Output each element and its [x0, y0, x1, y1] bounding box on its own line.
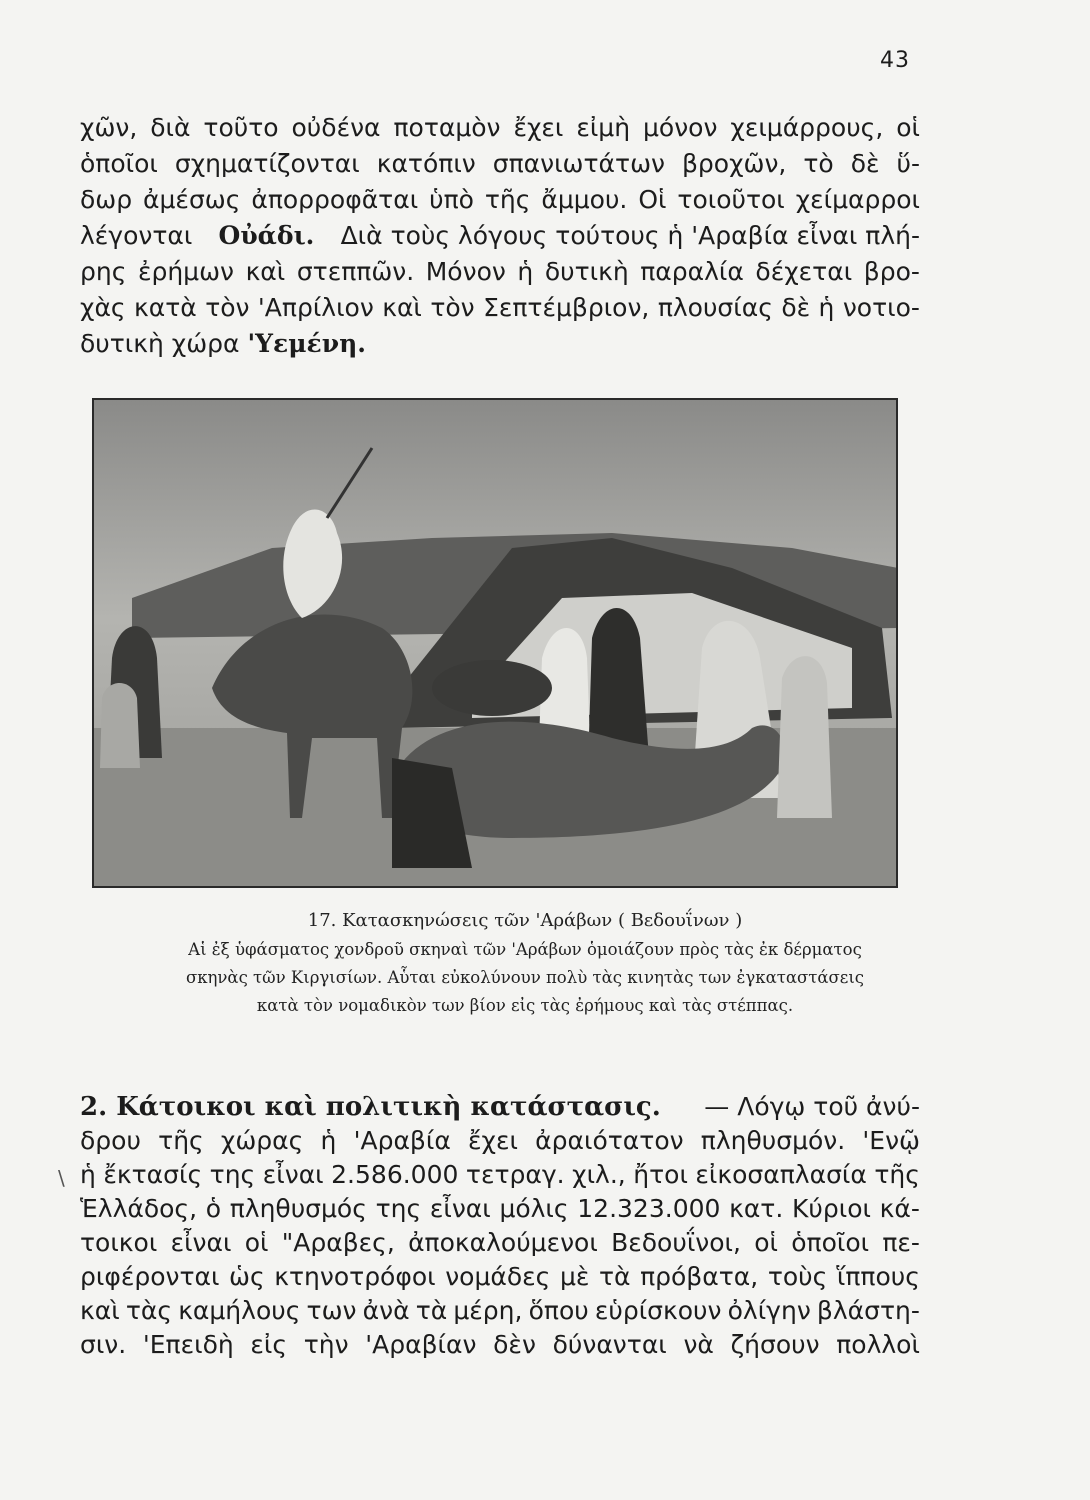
word: πε- [882, 1228, 920, 1257]
word: ἔχει [468, 1126, 518, 1155]
text-line [80, 1294, 920, 1328]
word: οἱ [754, 1228, 778, 1257]
word: χὰς [80, 293, 126, 322]
word: κατ. [729, 1194, 784, 1223]
word: διὰ [150, 113, 191, 142]
text-line [80, 182, 920, 218]
word: τετραγ. [465, 1160, 565, 1189]
word: χώρας [220, 1126, 304, 1155]
paragraph-aridity [80, 110, 920, 362]
text-line [80, 1090, 920, 1124]
word: παραλία [640, 257, 744, 286]
text-line [80, 1226, 920, 1260]
text-line [80, 146, 920, 182]
word: ἡ [517, 257, 534, 286]
word: ἔχει [513, 113, 564, 142]
caption-line: κατὰ τὸν νομαδικὸν των βίον εἰς τὰς ἐρήμους καὶ τὰς στέππας. [256, 996, 794, 1015]
word: 2.586.000 [331, 1160, 459, 1189]
word: εὑρίσκουν [594, 1296, 722, 1325]
word: κατόπιν [376, 149, 476, 178]
word: 'Αραβία [353, 1126, 451, 1155]
caption-line: σκηνὰς τῶν Κιργισίων. Αὗται εὐκολύνουν πολὺ τὰς κινητὰς των ἐγκαταστάσεις [185, 968, 865, 987]
word: Οἱ [638, 185, 667, 214]
word: χῶν, [80, 113, 138, 142]
word: χειμάρρους, [730, 113, 884, 142]
word: ἡ [320, 1126, 337, 1155]
word: 'Αραβίαν [365, 1330, 477, 1359]
word: στεππῶν. [296, 257, 415, 286]
word: τῆς [484, 185, 531, 214]
word: τὰ [598, 1262, 631, 1291]
word: ἔκτασίς [103, 1160, 203, 1189]
word: δύνανται [552, 1330, 667, 1359]
word: ὡς [229, 1262, 265, 1291]
word: ὀλίγην [727, 1296, 811, 1325]
word: τὴν [303, 1330, 349, 1359]
word: ζήσουν [730, 1330, 820, 1359]
text-line [80, 218, 920, 254]
word: δὲ [781, 293, 811, 322]
caption-line: Αἱ ἐξ ὑφάσματος χονδροῦ σκηναὶ τῶν 'Αράβων ὁμοιάζουν πρὸς τὰς ἐκ δέρματος [188, 940, 862, 959]
word: καμήλους [178, 1296, 301, 1325]
word: των [306, 1296, 357, 1325]
word: Ἑλλάδος, [80, 1194, 198, 1223]
text-line [80, 326, 920, 362]
word: τὸν [430, 293, 475, 322]
word: 12.323.000 [577, 1194, 721, 1223]
text-line [80, 254, 920, 290]
word: δὲν [493, 1330, 536, 1359]
word: μόνον [643, 113, 718, 142]
word: νὰ [683, 1330, 714, 1359]
word: ἄμμου. [541, 185, 628, 214]
word: Μόνον [425, 257, 506, 286]
text-line [80, 1192, 920, 1226]
word: "Αραβες, [281, 1228, 395, 1257]
word: ἤτοι [633, 1160, 688, 1189]
word: ὕ- [896, 149, 920, 178]
word: τοικοι [80, 1228, 158, 1257]
word: οἱ [244, 1228, 269, 1257]
word: Βεδουΐνοι, [611, 1228, 741, 1257]
term-yemen: 'Υεμένη. [247, 329, 366, 358]
word: σιν. [80, 1330, 127, 1359]
word: δὲ [850, 149, 880, 178]
word: καὶ [245, 257, 286, 286]
word: ἀμέσως [143, 185, 241, 214]
line-text: Διὰ τοὺς λόγους τούτους ἡ 'Αραβία εἶναι πλή- [340, 221, 920, 250]
word: ἀπορροφᾶται [251, 185, 419, 214]
word: ἀνὰ [362, 1296, 410, 1325]
word: Κύριοι [792, 1194, 871, 1223]
word: της [375, 1194, 422, 1223]
word: εἶναι [262, 1160, 324, 1189]
word: Σεπτέμβριον, [483, 293, 650, 322]
word: μόλις [499, 1194, 569, 1223]
word: ποταμὸν [393, 113, 501, 142]
word: χιλ., [572, 1160, 626, 1189]
word: της [209, 1160, 256, 1189]
word: δέχεται [755, 257, 853, 286]
word: κτηνοτρόφοι [274, 1262, 436, 1291]
word: εἶναι [429, 1194, 491, 1223]
caption-title: 17. Κατασκηνώσεις τῶν 'Αράβων ( Βεδουΐνων ) [307, 910, 743, 931]
word: κατὰ [134, 293, 197, 322]
word: οὐδένα [291, 113, 381, 142]
term-ouadi: Οὐάδι. [218, 221, 315, 250]
text-line [80, 1158, 920, 1192]
word: δρου [80, 1126, 141, 1155]
margin-mark: \ [58, 1166, 65, 1190]
text-line [80, 1124, 920, 1158]
word: 'Απρίλιον [257, 293, 374, 322]
word: πληθυσμόν. [700, 1126, 846, 1155]
word: σπανιωτάτων [492, 149, 665, 178]
word: ὁποῖοι [791, 1228, 870, 1257]
word: καὶ [382, 293, 422, 322]
word: νοτιο- [842, 293, 920, 322]
word: μὲ [559, 1262, 590, 1291]
word: τοῦτο [203, 113, 279, 142]
word: εἰκοσαπλασία [695, 1160, 867, 1189]
word: τοιοῦτοι [677, 185, 785, 214]
word: κά- [879, 1194, 920, 1223]
word: πρόβατα, [640, 1262, 759, 1291]
line-text: λέγονται [80, 221, 193, 250]
word: τὸν [205, 293, 250, 322]
word: ἀποκαλούμενοι [408, 1228, 598, 1257]
word: 'Ενῷ [862, 1126, 920, 1155]
word: ὁ [205, 1194, 222, 1223]
word: τὸ [803, 149, 834, 178]
word: σχηματίζονται [174, 149, 360, 178]
word: πλουσίας [657, 293, 773, 322]
word: εἰμὴ [576, 113, 631, 142]
word: ὅπου [528, 1296, 589, 1325]
word: ἀραιότατον [535, 1126, 684, 1155]
word: οἱ [896, 113, 920, 142]
word: τοὺς [767, 1262, 828, 1291]
word: ρης [80, 257, 127, 286]
word: ἐρήμων [137, 257, 234, 286]
word: τὰ [415, 1296, 448, 1325]
word: νομάδες [445, 1262, 551, 1291]
word: ἡ [818, 293, 835, 322]
bedouin-camp-photo [92, 398, 898, 888]
word: ὁποῖοι [80, 149, 158, 178]
text-line [80, 1260, 920, 1294]
word: εἶναι [170, 1228, 232, 1257]
word: βρο- [863, 257, 920, 286]
word: βροχῶν, [681, 149, 787, 178]
figure-right [777, 656, 832, 818]
paragraph-inhabitants [80, 1090, 920, 1362]
word: ἵππους [836, 1262, 920, 1291]
photo-illustration [92, 398, 898, 888]
page-number: 43 [880, 48, 910, 73]
word: τῆς [874, 1160, 920, 1189]
text-line [80, 110, 920, 146]
section-heading: 2. Κάτοικοι καὶ πολιτικὴ κατάστασις. [80, 1092, 661, 1122]
word: δωρ [80, 185, 133, 214]
word: καὶ [80, 1296, 120, 1325]
word: πολλοὶ [836, 1330, 920, 1359]
word: ἡ [80, 1160, 96, 1189]
figure-child [100, 683, 140, 768]
word: 'Επειδὴ [142, 1330, 234, 1359]
line-text: — Λόγῳ τοῦ ἀνύ- [704, 1092, 920, 1121]
word: τὰς [125, 1296, 173, 1325]
word: τῆς [158, 1126, 204, 1155]
word: ὑπὸ [429, 185, 474, 214]
text-line [80, 1328, 920, 1362]
figure-caption [60, 906, 990, 1020]
word: χείμαρροι [795, 185, 920, 214]
brushwood-bundle [432, 660, 552, 716]
text-line [80, 290, 920, 326]
word: πληθυσμός [229, 1194, 367, 1223]
word: εἰς [250, 1330, 288, 1359]
word: βλάστη- [816, 1296, 920, 1325]
line-text: δυτικὴ χώρα [80, 329, 240, 358]
word: μέρη, [453, 1296, 523, 1325]
word: ριφέρονται [80, 1262, 220, 1291]
word: δυτικὴ [544, 257, 629, 286]
